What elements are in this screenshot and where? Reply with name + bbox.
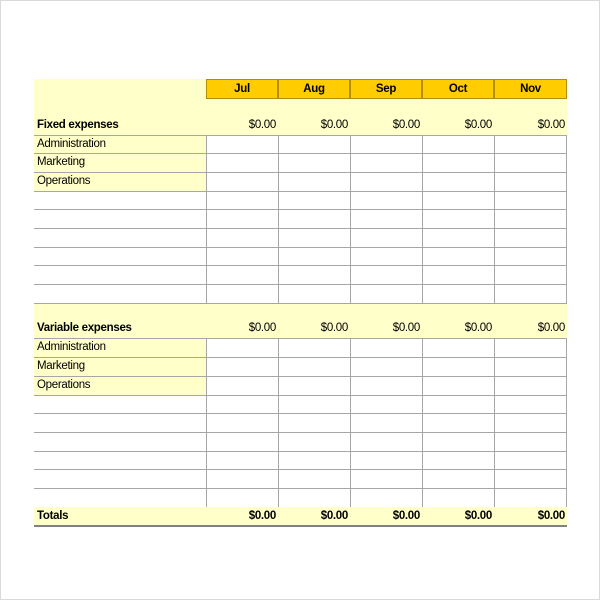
grid-line <box>34 191 567 192</box>
grid-line <box>34 172 567 173</box>
variable-expenses-title: Variable expenses <box>37 322 132 334</box>
grid-line <box>34 153 567 154</box>
header-blank-cell <box>34 79 206 99</box>
fixed-category-label: Marketing <box>34 153 206 172</box>
grid-line <box>34 247 567 248</box>
grid-line <box>34 228 567 229</box>
grid-column-line <box>206 135 207 303</box>
grid-column-line <box>278 338 279 507</box>
month-header-jul[interactable]: Jul <box>206 79 278 99</box>
month-header-aug[interactable]: Aug <box>278 79 350 99</box>
month-header-nov[interactable]: Nov <box>494 79 567 99</box>
fixed-expenses-title: Fixed expenses <box>37 119 119 131</box>
fixed-row-marketing <box>34 153 567 172</box>
grid-column-line <box>422 135 423 303</box>
fixed-category-label: Administration <box>34 135 206 153</box>
grand-total-aug[interactable]: $0.00 <box>320 510 348 522</box>
fixed-expenses-section-header <box>34 99 567 135</box>
variable-total-jul[interactable]: $0.00 <box>248 322 276 334</box>
grid-line <box>34 284 567 285</box>
fixed-total-nov[interactable]: $0.00 <box>537 119 565 131</box>
variable-expenses-section-header <box>34 304 567 338</box>
totals-underline <box>34 525 567 527</box>
grand-total-jul[interactable]: $0.00 <box>248 510 276 522</box>
variable-total-nov[interactable]: $0.00 <box>537 322 565 334</box>
grid-column-line <box>350 338 351 507</box>
grid-column-line <box>566 338 567 507</box>
variable-row-administration <box>34 338 567 357</box>
grid-column-line <box>278 135 279 303</box>
fixed-total-aug[interactable]: $0.00 <box>320 119 348 131</box>
variable-row-operations <box>34 376 567 395</box>
grid-column-line <box>350 135 351 303</box>
totals-row <box>34 507 567 526</box>
month-header-oct[interactable]: Oct <box>422 79 494 99</box>
month-header-row <box>34 79 567 99</box>
grid-line <box>34 413 567 414</box>
grid-line <box>34 135 567 136</box>
variable-total-sep[interactable]: $0.00 <box>392 322 420 334</box>
grid-line <box>34 432 567 433</box>
grid-line <box>34 469 567 470</box>
grand-total-nov[interactable]: $0.00 <box>537 510 565 522</box>
variable-total-aug[interactable]: $0.00 <box>320 322 348 334</box>
variable-category-label: Marketing <box>34 357 206 376</box>
grid-column-line <box>422 338 423 507</box>
totals-label: Totals <box>37 510 69 522</box>
grid-line <box>34 338 567 339</box>
grid-line <box>34 209 567 210</box>
fixed-row-administration <box>34 135 567 153</box>
variable-category-label: Administration <box>34 338 206 357</box>
variable-total-oct[interactable]: $0.00 <box>464 322 492 334</box>
variable-category-label: Operations <box>34 376 206 395</box>
grand-total-sep[interactable]: $0.00 <box>392 510 420 522</box>
grid-line <box>34 451 567 452</box>
grid-line <box>34 265 567 266</box>
grid-column-line <box>566 135 567 303</box>
grid-line <box>34 357 567 358</box>
grid-line <box>34 376 567 377</box>
grid-column-line <box>494 135 495 303</box>
fixed-category-label: Operations <box>34 172 206 191</box>
fixed-total-jul[interactable]: $0.00 <box>248 119 276 131</box>
grid-line <box>34 488 567 489</box>
grand-total-oct[interactable]: $0.00 <box>464 510 492 522</box>
fixed-total-sep[interactable]: $0.00 <box>392 119 420 131</box>
month-header-sep[interactable]: Sep <box>350 79 422 99</box>
fixed-total-oct[interactable]: $0.00 <box>464 119 492 131</box>
grid-column-line <box>494 338 495 507</box>
grid-column-line <box>206 338 207 507</box>
grid-line <box>34 395 567 396</box>
fixed-row-operations <box>34 172 567 191</box>
variable-row-marketing <box>34 357 567 376</box>
